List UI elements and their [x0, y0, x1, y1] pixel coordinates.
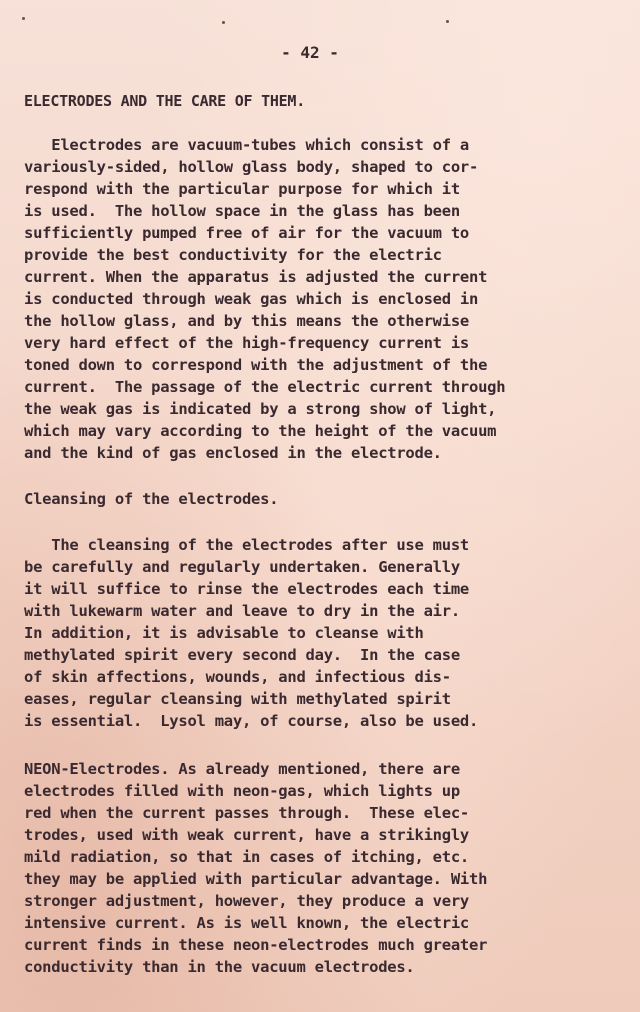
body-line: and the kind of gas enclosed in the electrode. — [24, 444, 442, 462]
body-line: trodes, used with weak current, have a strikingly — [24, 826, 470, 844]
body-line: toned down to correspond with the adjustment of the — [24, 356, 488, 374]
paper-speck — [22, 17, 25, 20]
body-line: red when the current passes through. These elec- — [24, 804, 470, 822]
body-line: sufficiently pumped free of air for the vacuum to — [24, 224, 470, 242]
body-line: The cleansing of the electrodes after use must — [24, 536, 470, 554]
body-line: current. The passage of the electric current through — [24, 378, 506, 396]
body-line: conductivity than in the vacuum electrodes. — [24, 958, 415, 976]
body-line: with lukewarm water and leave to dry in the air. — [24, 602, 460, 620]
body-line: methylated spirit every second day. In the case — [24, 646, 460, 664]
subheading: Cleansing of the electrodes. — [24, 490, 279, 508]
body-line: the weak gas is indicated by a strong show of light, — [24, 400, 497, 418]
body-line: In addition, it is advisable to cleanse with — [24, 624, 424, 642]
page-number: - 42 - — [281, 43, 339, 62]
body-line: very hard effect of the high-frequency current is — [24, 334, 470, 352]
body-line: be carefully and regularly undertaken. Generally — [24, 558, 460, 576]
body-line: respond with the particular purpose for which it — [24, 180, 460, 198]
paper-speck — [446, 20, 449, 23]
body-line: the hollow glass, and by this means the otherwise — [24, 312, 470, 330]
body-line: NEON-Electrodes. As already mentioned, there are — [24, 760, 460, 778]
body-line: stronger adjustment, however, they produce a very — [24, 892, 470, 910]
body-line: which may vary according to the height of the vacuum — [24, 422, 497, 440]
body-line: eases, regular cleansing with methylated spirit — [24, 690, 451, 708]
body-line: provide the best conductivity for the electric — [24, 246, 442, 264]
body-line: of skin affections, wounds, and infectious dis- — [24, 668, 451, 686]
body-line: variously-sided, hollow glass body, shaped to cor- — [24, 158, 479, 176]
body-line: Electrodes are vacuum-tubes which consist of a — [24, 136, 470, 154]
body-line: intensive current. As is well known, the electric — [24, 914, 470, 932]
body-line: is conducted through weak gas which is enclosed in — [24, 290, 479, 308]
section-heading: ELECTRODES AND THE CARE OF THEM. — [24, 92, 305, 110]
body-line: is used. The hollow space in the glass has been — [24, 202, 460, 220]
body-line: mild radiation, so that in cases of itching, etc. — [24, 848, 470, 866]
paper-speck — [222, 21, 225, 24]
body-line: electrodes filled with neon-gas, which lights up — [24, 782, 460, 800]
body-line: it will suffice to rinse the electrodes each time — [24, 580, 470, 598]
body-line: current. When the apparatus is adjusted the current — [24, 268, 488, 286]
body-line: is essential. Lysol may, of course, also be used. — [24, 712, 479, 730]
body-line: they may be applied with particular advantage. With — [24, 870, 488, 888]
body-line: current finds in these neon-electrodes much greater — [24, 936, 488, 954]
